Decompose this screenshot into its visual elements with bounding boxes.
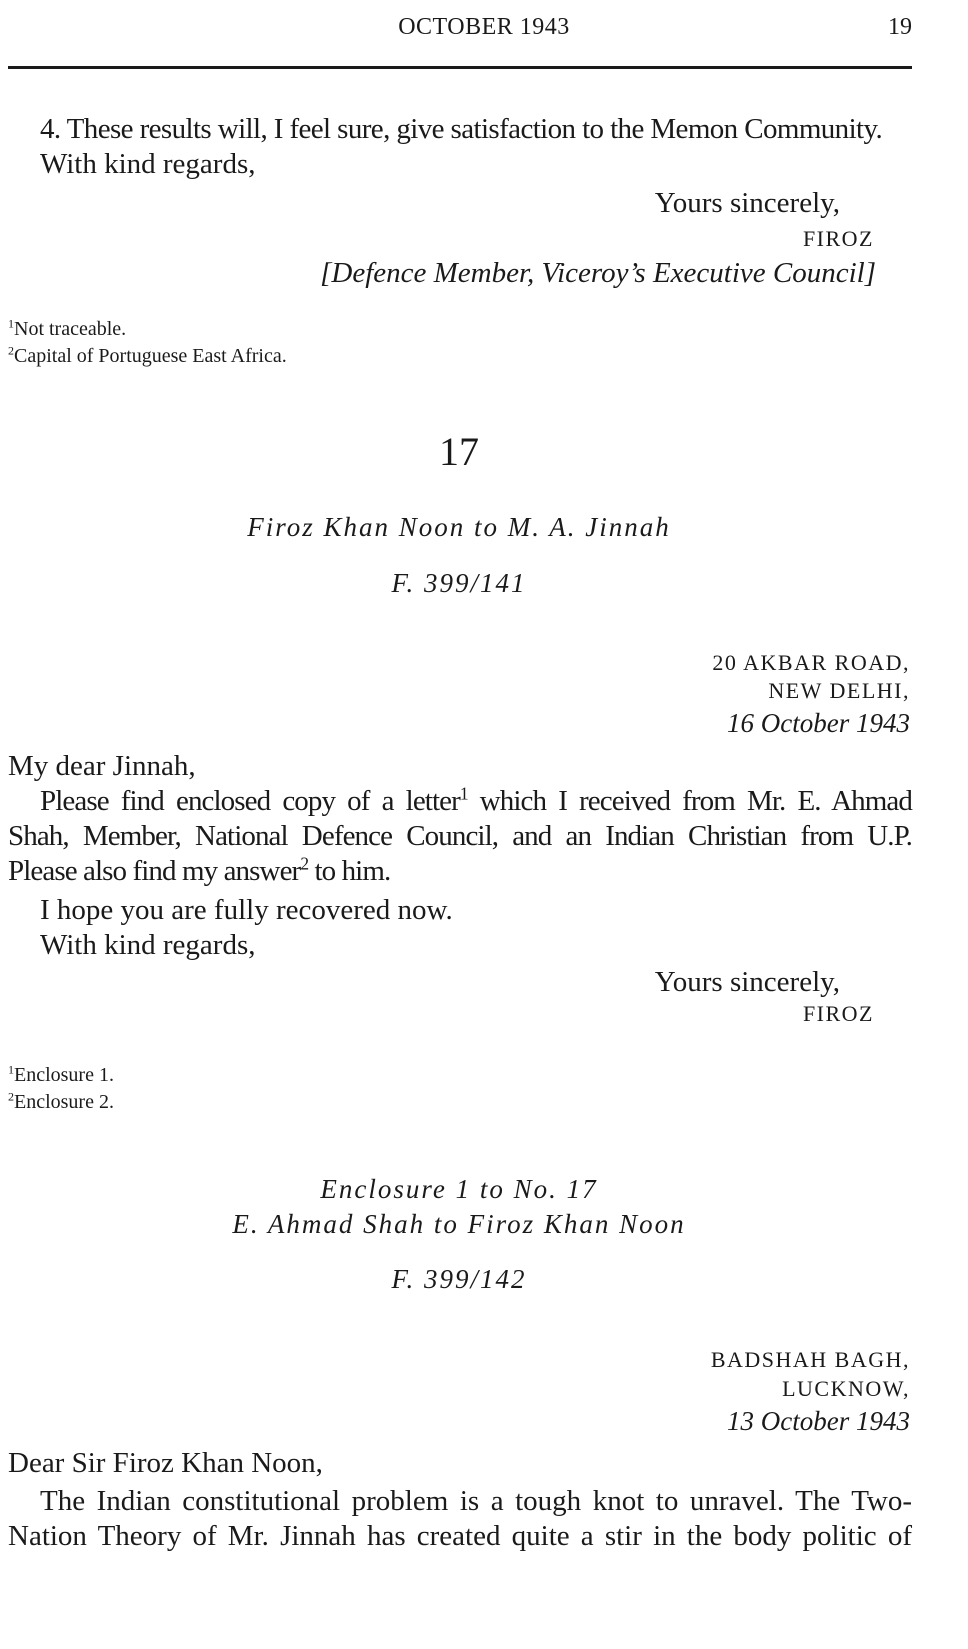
enclosure-reference: F. 399/142 (391, 1264, 527, 1294)
letter16-regards: With kind regards, (40, 148, 256, 180)
page-number: 19 (888, 14, 912, 40)
footnote-1: $^1$Enclosure 1. (8, 1062, 114, 1086)
footnote-2: $^2$Capital of Portuguese East Africa. (8, 343, 287, 367)
letter16-para4: 4. These results will, I feel sure, give satisfaction to the Memon Community. (40, 113, 883, 145)
letter17-regards: With kind regards, (40, 929, 256, 961)
running-header: OCTOBER 1943 (398, 14, 570, 40)
address-line-1: BADSHAH BAGH, (710, 1347, 910, 1372)
header-rule (8, 66, 912, 69)
letter16-designation: [Defence Member, Viceroy’s Executive Council] (320, 257, 876, 289)
address-line-2: NEW DELHI, (768, 678, 910, 703)
letter17-closing: Yours sincerely, (654, 966, 840, 998)
letter-date: 16 October 1943 (727, 708, 910, 738)
letter17-para2: I hope you are fully recovered now. (40, 894, 453, 926)
footnote-2: $^2$Enclosure 2. (8, 1089, 114, 1113)
letter17-para1: Please find enclosed copy of a letter$^1$ which I received from Mr. E. Ahmad Shah, Member, National Defence Council, and an Indian Christian from U.P. Please also find my answer$^2$ to him. (8, 783, 912, 887)
salutation: Dear Sir Firoz Khan Noon, (8, 1447, 323, 1479)
address-line-1: 20 AKBAR ROAD, (712, 650, 910, 675)
enclosure-title: Enclosure 1 to No. 17 (320, 1174, 598, 1204)
document-reference: F. 399/141 (391, 568, 527, 598)
address-line-2: LUCKNOW, (782, 1376, 910, 1401)
document-number: 17 (439, 429, 479, 474)
document-title: Firoz Khan Noon to M. A. Jinnah (247, 512, 671, 542)
letter-date: 13 October 1943 (727, 1406, 910, 1436)
letter16-closing: Yours sincerely, (654, 187, 840, 219)
salutation: My dear Jinnah, (8, 750, 196, 782)
letter17-signature: FIROZ (802, 1001, 874, 1026)
letter16-signature: FIROZ (802, 226, 874, 251)
enclosure-para1: The Indian constitutional problem is a tough knot to unravel. The Two- Nation Theory of Mr. Jinnah has created quite a stir in the body politic of (8, 1485, 912, 1552)
footnote-1: $^1$Not traceable. (8, 316, 127, 340)
enclosure-subtitle: E. Ahmad Shah to Firoz Khan Noon (232, 1209, 686, 1239)
